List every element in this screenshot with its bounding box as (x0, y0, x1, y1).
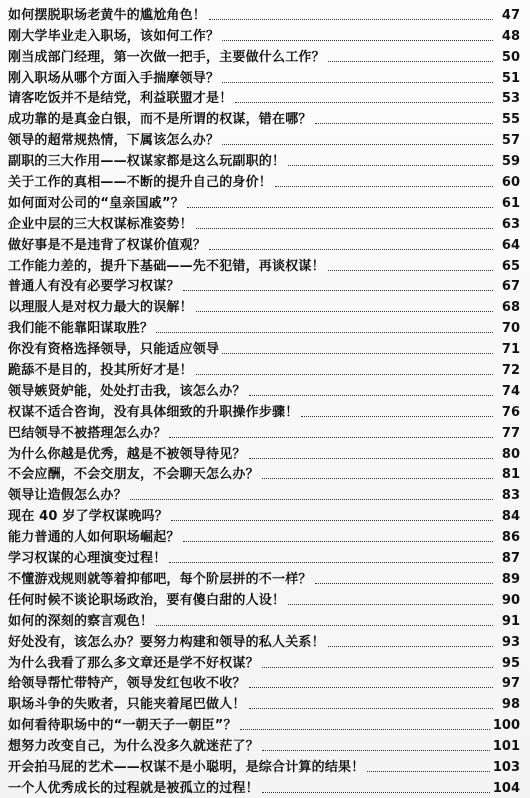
toc-entry[interactable] (8, 673, 520, 694)
dot-leader (156, 332, 493, 333)
toc-entry[interactable] (8, 67, 520, 88)
toc-entry[interactable] (8, 484, 520, 505)
toc-entry[interactable] (8, 714, 520, 735)
dot-leader (169, 562, 493, 563)
toc-entry-page-number: 97 (501, 676, 520, 692)
dot-leader (249, 687, 493, 688)
toc-entry[interactable] (8, 652, 520, 673)
toc-entry-title: 学习权谋的心理演变过程！ (8, 551, 167, 567)
toc-entry-title: 不懂游戏规则就等着抑郁吧，每个阶层拼的不一样？ (8, 571, 312, 587)
dot-leader (328, 61, 493, 62)
toc-entry-page-number: 74 (501, 383, 520, 399)
toc-entry-title: 副职的三大作用——权谋家都是这么玩副职的！ (8, 154, 286, 170)
toc-entry[interactable] (8, 88, 520, 109)
dot-leader (222, 144, 493, 145)
toc-entry-title: 我们能不能靠阳谋取胜？ (8, 321, 154, 337)
toc-entry-page-number: 47 (501, 7, 520, 23)
toc-entry[interactable] (8, 359, 520, 380)
toc-entry-page-number: 87 (501, 551, 520, 567)
toc-entry-page-number: 84 (501, 509, 520, 525)
toc-entry-page-number: 98 (501, 697, 520, 713)
toc-entry-page-number: 64 (501, 237, 520, 253)
toc-entry-page-number: 100 (492, 718, 520, 734)
dot-leader (171, 520, 493, 521)
toc-entry-page-number: 77 (501, 425, 520, 441)
toc-entry[interactable] (8, 777, 520, 798)
dot-leader (262, 478, 493, 479)
toc-entry-page-number: 48 (501, 28, 520, 44)
toc-entry-page-number: 71 (501, 342, 520, 358)
toc-entry[interactable] (8, 631, 520, 652)
toc-entry-title: 想努力改变自己，为什么没多久就迷茫了？ (8, 739, 259, 755)
toc-entry-title: 关于工作的真相——不断的提升自己的身价！ (8, 175, 273, 191)
toc-entry[interactable] (8, 255, 520, 276)
dot-leader (187, 207, 493, 208)
toc-entry-title: 领导的超常规热情，下属该怎么办？ (8, 133, 220, 149)
toc-entry[interactable] (8, 756, 520, 777)
toc-entry[interactable] (8, 380, 520, 401)
toc-entry-title: 如何面对公司的“皇亲国戚”？ (8, 195, 184, 211)
toc-entry-title: 刚当成部门经理，第一次做一把手，主要做什么工作？ (8, 49, 325, 65)
toc-entry[interactable] (8, 4, 520, 25)
toc-entry-title: 任何时候不谈论职场政治，要有傻白甜的人设！ (8, 592, 286, 608)
toc-entry[interactable] (8, 505, 520, 526)
toc-entry-title: 一个人优秀成长的过程就是被孤立的过程！ (8, 780, 259, 796)
toc-entry[interactable] (8, 568, 520, 589)
toc-entry[interactable] (8, 693, 520, 714)
toc-entry-title: 工作能力差的，提升下基础——先不犯错，再谈权谋！ (8, 258, 325, 274)
toc-entry-title: 为什么你越是优秀，越是不被领导待见？ (8, 446, 246, 462)
toc-entry-page-number: 65 (501, 258, 520, 274)
dot-leader (209, 249, 493, 250)
toc-entry[interactable] (8, 171, 520, 192)
toc-entry-page-number: 57 (501, 133, 520, 149)
dot-leader (301, 416, 493, 417)
toc-entry-page-number: 90 (501, 592, 520, 608)
toc-entry-title: 开会拍马屁的艺术——权谋不是小聪明，是综合计算的结果！ (8, 759, 365, 775)
dot-leader (222, 82, 493, 83)
dot-leader (130, 499, 493, 500)
toc-entry[interactable] (8, 610, 520, 631)
toc-entry-title: 如何看待职场中的“一朝天子一朝臣”？ (8, 718, 237, 734)
dot-leader (288, 165, 493, 166)
toc-entry-page-number: 83 (501, 488, 520, 504)
dot-leader (196, 228, 493, 229)
toc-entry-title: 成功靠的是真金白银，而不是所谓的权谋，错在哪？ (8, 112, 312, 128)
toc-entry[interactable] (8, 129, 520, 150)
toc-entry[interactable] (8, 589, 520, 610)
toc-entry-title: 不会应酬，不会交朋友，不会聊天怎么办？ (8, 467, 259, 483)
dot-leader (262, 792, 490, 793)
toc-entry[interactable] (8, 338, 520, 359)
toc-entry[interactable] (8, 276, 520, 297)
toc-entry[interactable] (8, 317, 520, 338)
toc-entry-page-number: 53 (501, 91, 520, 107)
toc-entry-title: 领导让造假怎么办？ (8, 488, 127, 504)
dot-leader (196, 374, 493, 375)
toc-entry-page-number: 55 (501, 112, 520, 128)
dot-leader (240, 729, 490, 730)
dot-leader (328, 646, 493, 647)
toc-entry-page-number: 93 (501, 634, 520, 650)
toc-entry[interactable] (8, 192, 520, 213)
toc-entry-page-number: 70 (501, 321, 520, 337)
dot-leader (288, 604, 493, 605)
toc-entry-page-number: 72 (501, 363, 520, 379)
toc-entry-title: 普通人有没有必要学习权谋？ (8, 279, 180, 295)
toc-entry-title: 为什么我看了那么多文章还是学不好权谋？ (8, 655, 259, 671)
toc-entry-page-number: 59 (501, 154, 520, 170)
toc-entry[interactable] (8, 443, 520, 464)
toc-entry[interactable] (8, 526, 520, 547)
toc-entry-title: 如何的深刻的察言观色！ (8, 613, 154, 629)
toc-entry-title: 做好事是不是违背了权谋价值观？ (8, 237, 207, 253)
toc-entry-title: 如何摆脱职场老黄牛的尴尬角色！ (8, 7, 207, 23)
toc-entry[interactable] (8, 401, 520, 422)
dot-leader (249, 458, 493, 459)
toc-entry[interactable] (8, 46, 520, 67)
toc-entry-title: 刚入职场从哪个方面入手揣摩领导？ (8, 70, 220, 86)
toc-entry[interactable] (8, 547, 520, 568)
toc-entry[interactable] (8, 213, 520, 234)
toc-entry-title: 你没有资格选择领导，只能适应领导 (8, 342, 220, 358)
toc-entry[interactable] (8, 25, 520, 46)
toc-entry-page-number: 51 (501, 70, 520, 86)
dot-leader (262, 667, 493, 668)
toc-entry-page-number: 68 (501, 300, 520, 316)
toc-entry-title: 现在 40 岁了学权谋晚吗？ (8, 509, 168, 525)
toc-entry-page-number: 86 (501, 530, 520, 546)
toc-entry[interactable] (8, 234, 520, 255)
dot-leader (249, 395, 493, 396)
dot-leader (367, 771, 489, 772)
toc-entry-title: 权谋不适合咨询，没有具体细致的升职操作步骤！ (8, 404, 299, 420)
dot-leader (156, 625, 493, 626)
toc-entry-page-number: 80 (501, 446, 520, 462)
toc-entry[interactable] (8, 296, 520, 317)
toc-entry[interactable] (8, 150, 520, 171)
toc-entry-title: 能力普通的人如何职场崛起？ (8, 530, 180, 546)
toc-entry-page-number: 67 (501, 279, 520, 295)
toc-entry-page-number: 89 (501, 571, 520, 587)
toc-entry-title: 请客吃饭并不是结党，利益联盟才是！ (8, 91, 233, 107)
toc-entry-page-number: 63 (501, 216, 520, 232)
toc-entry-page-number: 76 (501, 404, 520, 420)
dot-leader (183, 541, 493, 542)
toc-entry[interactable] (8, 108, 520, 129)
toc-entry-title: 职场斗争的失败者，只能夹着尾巴做人！ (8, 697, 246, 713)
dot-leader (235, 102, 493, 103)
dot-leader (262, 750, 490, 751)
dot-leader (222, 40, 493, 41)
toc-entry-page-number: 95 (501, 655, 520, 671)
dot-leader (275, 186, 493, 187)
toc-entry-page-number: 61 (501, 195, 520, 211)
toc-entry-page-number: 60 (501, 175, 520, 191)
dot-leader (249, 708, 493, 709)
toc-entry-title: 给领导帮忙带特产，领导发红包收不收？ (8, 676, 246, 692)
toc-entry-title: 以理服人是对权力最大的误解！ (8, 300, 193, 316)
toc-entry-title: 企业中层的三大权谋标准姿势！ (8, 216, 193, 232)
toc-entry-page-number: 101 (492, 739, 520, 755)
toc-entry-page-number: 50 (501, 49, 520, 65)
toc-entry-page-number: 103 (492, 759, 520, 775)
dot-leader (169, 437, 493, 438)
toc-entry-page-number: 91 (501, 613, 520, 629)
dot-leader (183, 290, 493, 291)
dot-leader (315, 583, 493, 584)
toc-entry-page-number: 81 (501, 467, 520, 483)
toc-entry[interactable] (8, 464, 520, 485)
toc-entry[interactable] (8, 735, 520, 756)
toc-entry[interactable] (8, 422, 520, 443)
dot-leader (328, 270, 493, 271)
toc-entry-title: 好处没有，该怎么办？要努力构建和领导的私人关系！ (8, 634, 325, 650)
toc-entry-title: 巴结领导不被搭理怎么办？ (8, 425, 167, 441)
dot-leader (209, 19, 493, 20)
toc-entry-page-number: 104 (492, 780, 520, 796)
toc-entry-title: 刚大学毕业走入职场，该如何工作？ (8, 28, 220, 44)
toc-entry-title: 领导嫉贤妒能，处处打击我，该怎么办？ (8, 383, 246, 399)
toc-entry-title: 跪舔不是目的，投其所好才是！ (8, 363, 193, 379)
dot-leader (315, 123, 493, 124)
dot-leader (196, 311, 493, 312)
dot-leader (222, 353, 493, 354)
